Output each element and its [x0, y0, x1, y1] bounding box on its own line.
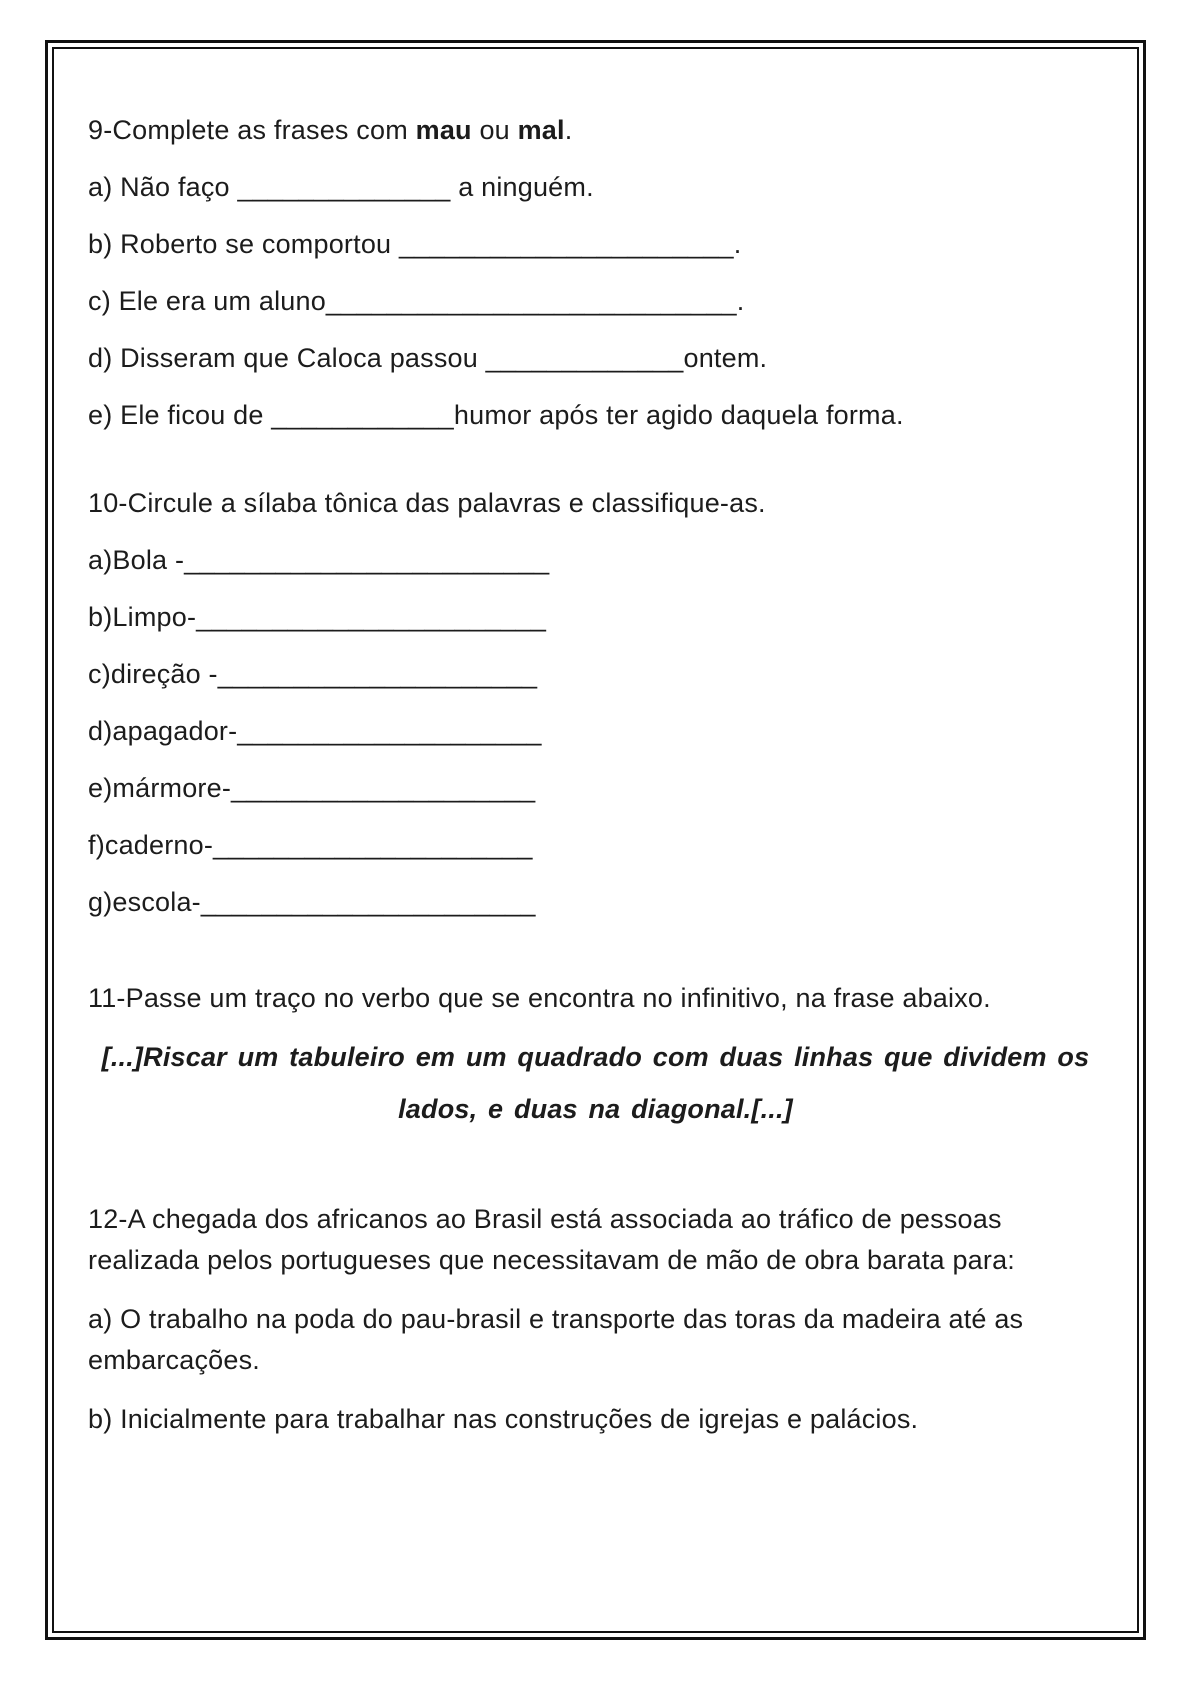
question-9-item-b: b) Roberto se comportou ______________________. — [88, 229, 742, 259]
worksheet-content — [52, 47, 1139, 1633]
question-9-item-d: d) Disseram que Caloca passou _____________ontem. — [88, 343, 768, 373]
question-9-title-conjunction: ou — [471, 115, 518, 145]
question-9-title-prefix: 9-Complete as frases com — [88, 115, 416, 145]
question-9 — [88, 111, 1103, 434]
question-10-item-b: b)Limpo-_______________________ — [88, 602, 547, 632]
question-11-quote-line-2: lados, e duas na diagonal.[...] — [398, 1094, 793, 1124]
question-10-item-d: d)apagador-____________________ — [88, 716, 542, 746]
question-12-item-b: b) Inicialmente para trabalhar nas construções de igrejas e palácios. — [88, 1404, 919, 1434]
question-10-item-a: a)Bola -________________________ — [88, 545, 550, 575]
question-9-item-c: c) Ele era um aluno___________________________. — [88, 286, 745, 316]
question-12-item-a: a) O trabalho na poda do pau-brasil e transporte das toras da madeira até as embarcações. — [88, 1304, 1024, 1375]
question-12 — [88, 1199, 1103, 1440]
question-11-title: 11-Passe um traço no verbo que se encontra no infinitivo, na frase abaixo. — [88, 983, 991, 1013]
question-9-title — [88, 111, 1103, 149]
question-9-title-period: . — [564, 115, 573, 145]
question-10-item-g: g)escola-______________________ — [88, 887, 536, 917]
question-10 — [88, 484, 1103, 921]
question-9-word-mal: mal — [517, 115, 565, 145]
question-10-item-e: e)mármore-____________________ — [88, 773, 536, 803]
question-9-word-mau: mau — [415, 115, 472, 145]
question-10-title: 10-Circule a sílaba tônica das palavras e classifique-as. — [88, 488, 766, 518]
question-10-item-f: f)caderno-_____________________ — [88, 830, 533, 860]
question-9-item-a: a) Não faço ______________ a ninguém. — [88, 172, 594, 202]
question-11-quote-line-1: [...]Riscar um tabuleiro em um quadrado com duas linhas que dividem os — [101, 1042, 1090, 1072]
question-12-intro: 12-A chegada dos africanos ao Brasil está associada ao tráfico de pessoas realizada pelos portugueses que necessitavam de mão de obra barata para: — [88, 1204, 1015, 1275]
page-border-frame — [45, 40, 1146, 1640]
question-11 — [88, 979, 1103, 1135]
question-10-item-c: c)direção -_____________________ — [88, 659, 538, 689]
question-9-item-e: e) Ele ficou de ____________humor após ter agido daquela forma. — [88, 400, 904, 430]
